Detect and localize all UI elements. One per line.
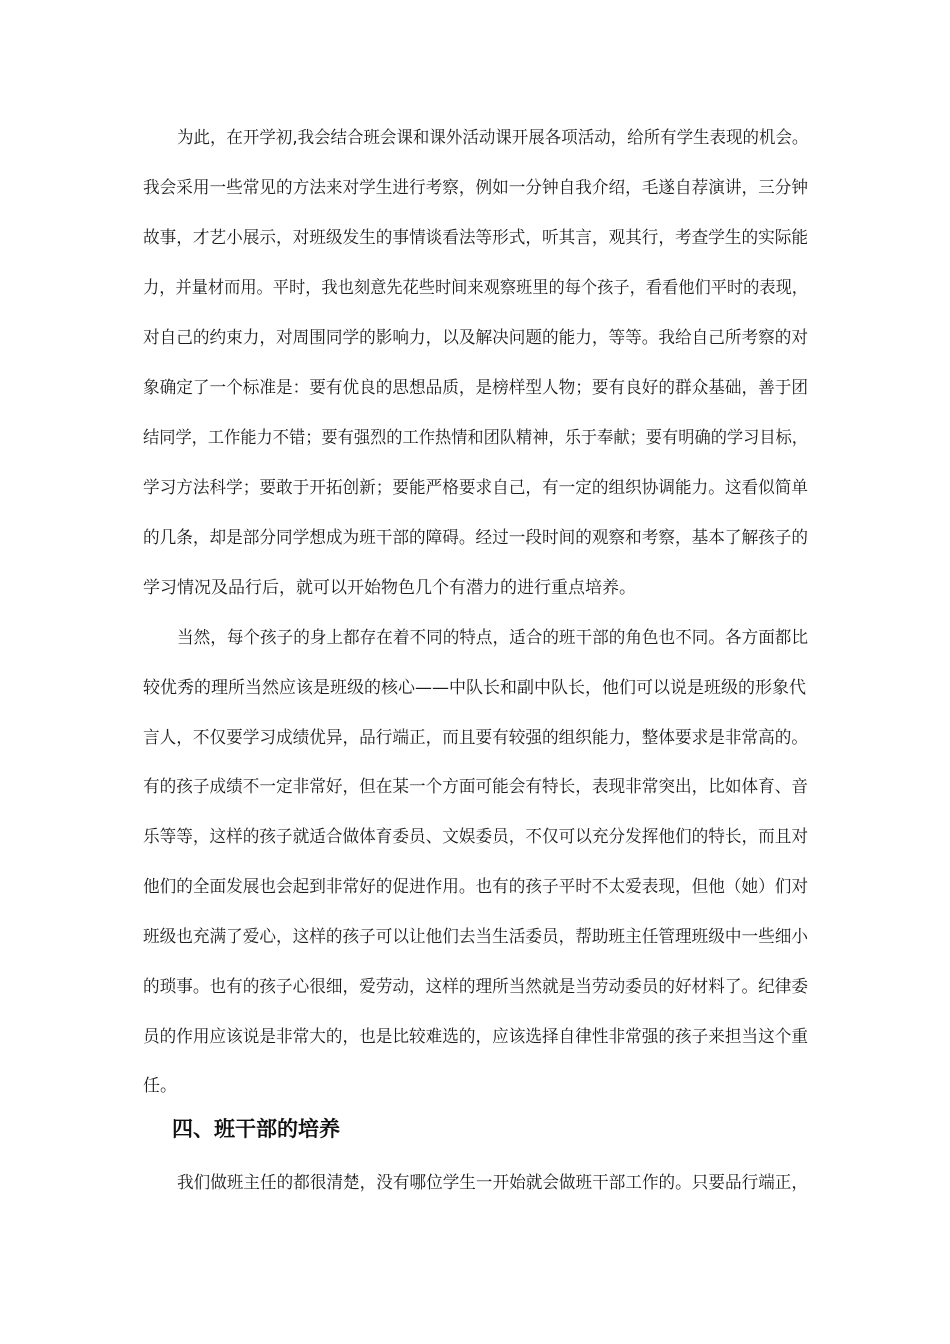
paragraph-1-line-9: 的几条，却是部分同学想成为班干部的障碍。经过一段时间的观察和考察，基本了解孩子的 [143,528,808,548]
paragraph-1-line-5: 对自己的约束力，对周围同学的影响力，以及解决问题的能力，等等。我给自己所考察的对 [143,328,808,348]
paragraph-2-line-4: 有的孩子成绩不一定非常好，但在某一个方面可能会有特长，表现非常突出，比如体育、音 [143,777,808,797]
paragraph-2-line-5: 乐等等，这样的孩子就适合做体育委员、文娱委员，不仅可以充分发挥他们的特长，而且对 [143,827,808,847]
paragraph-1-line-3: 故事，才艺小展示，对班级发生的事情谈看法等形式，听其言，观其行，考查学生的实际能 [143,228,808,248]
paragraph-1-line-7: 结同学，工作能力不错；要有强烈的工作热情和团队精神，乐于奉献；要有明确的学习目标， [143,428,809,448]
paragraph-2-line-8: 的琐事。也有的孩子心很细，爱劳动，这样的理所当然就是当劳动委员的好材料了。纪律委 [143,977,808,997]
paragraph-2-line-3: 言人，不仅要学习成绩优异，品行端正，而且要有较强的组织能力，整体要求是非常高的。 [143,728,808,748]
paragraph-1-line-4: 力，并量材而用。平时，我也刻意先花些时间来观察班里的每个孩子，看看他们平时的表现， [143,278,809,298]
section-heading: 四、班干部的培养 [172,1117,340,1141]
closing-line: 我们做班主任的都很清楚，没有哪位学生一开始就会做班干部工作的。只要品行端正， [177,1173,809,1193]
paragraph-2-line-9: 员的作用应该说是非常大的，也是比较难选的，应该选择自律性非常强的孩子来担当这个重 [143,1027,808,1047]
paragraph-2-line-1: 当然，每个孩子的身上都存在着不同的特点，适合的班干部的角色也不同。各方面都比 [177,628,809,648]
paragraph-2-line-7: 班级也充满了爱心，这样的孩子可以让他们去当生活委员，帮助班主任管理班级中一些细小 [143,927,808,947]
paragraph-2-line-10: 任。 [143,1076,177,1096]
paragraph-1-line-10: 学习情况及品行后，就可以开始物色几个有潜力的进行重点培养。 [143,578,636,598]
paragraph-2-line-2: 较优秀的理所当然应该是班级的核心——中队长和副中队长，他们可以说是班级的形象代 [143,678,806,698]
paragraph-2-line-6: 他们的全面发展也会起到非常好的促进作用。也有的孩子平时不太爱表现，但他（她）们对 [143,877,808,897]
paragraph-1-line-2: 我会采用一些常见的方法来对学生进行考察，例如一分钟自我介绍，毛遂自荐演讲，三分钟 [143,178,808,198]
paragraph-1-line-8: 学习方法科学；要敢于开拓创新；要能严格要求自己，有一定的组织协调能力。这看似简单 [143,478,808,498]
paragraph-1-line-6: 象确定了一个标准是：要有优良的思想品质，是榜样型人物；要有良好的群众基础，善于团 [143,378,808,398]
paragraph-1-line-1: 为此，在开学初,我会结合班会课和课外活动课开展各项活动，给所有学生表现的机会。 [177,128,809,148]
